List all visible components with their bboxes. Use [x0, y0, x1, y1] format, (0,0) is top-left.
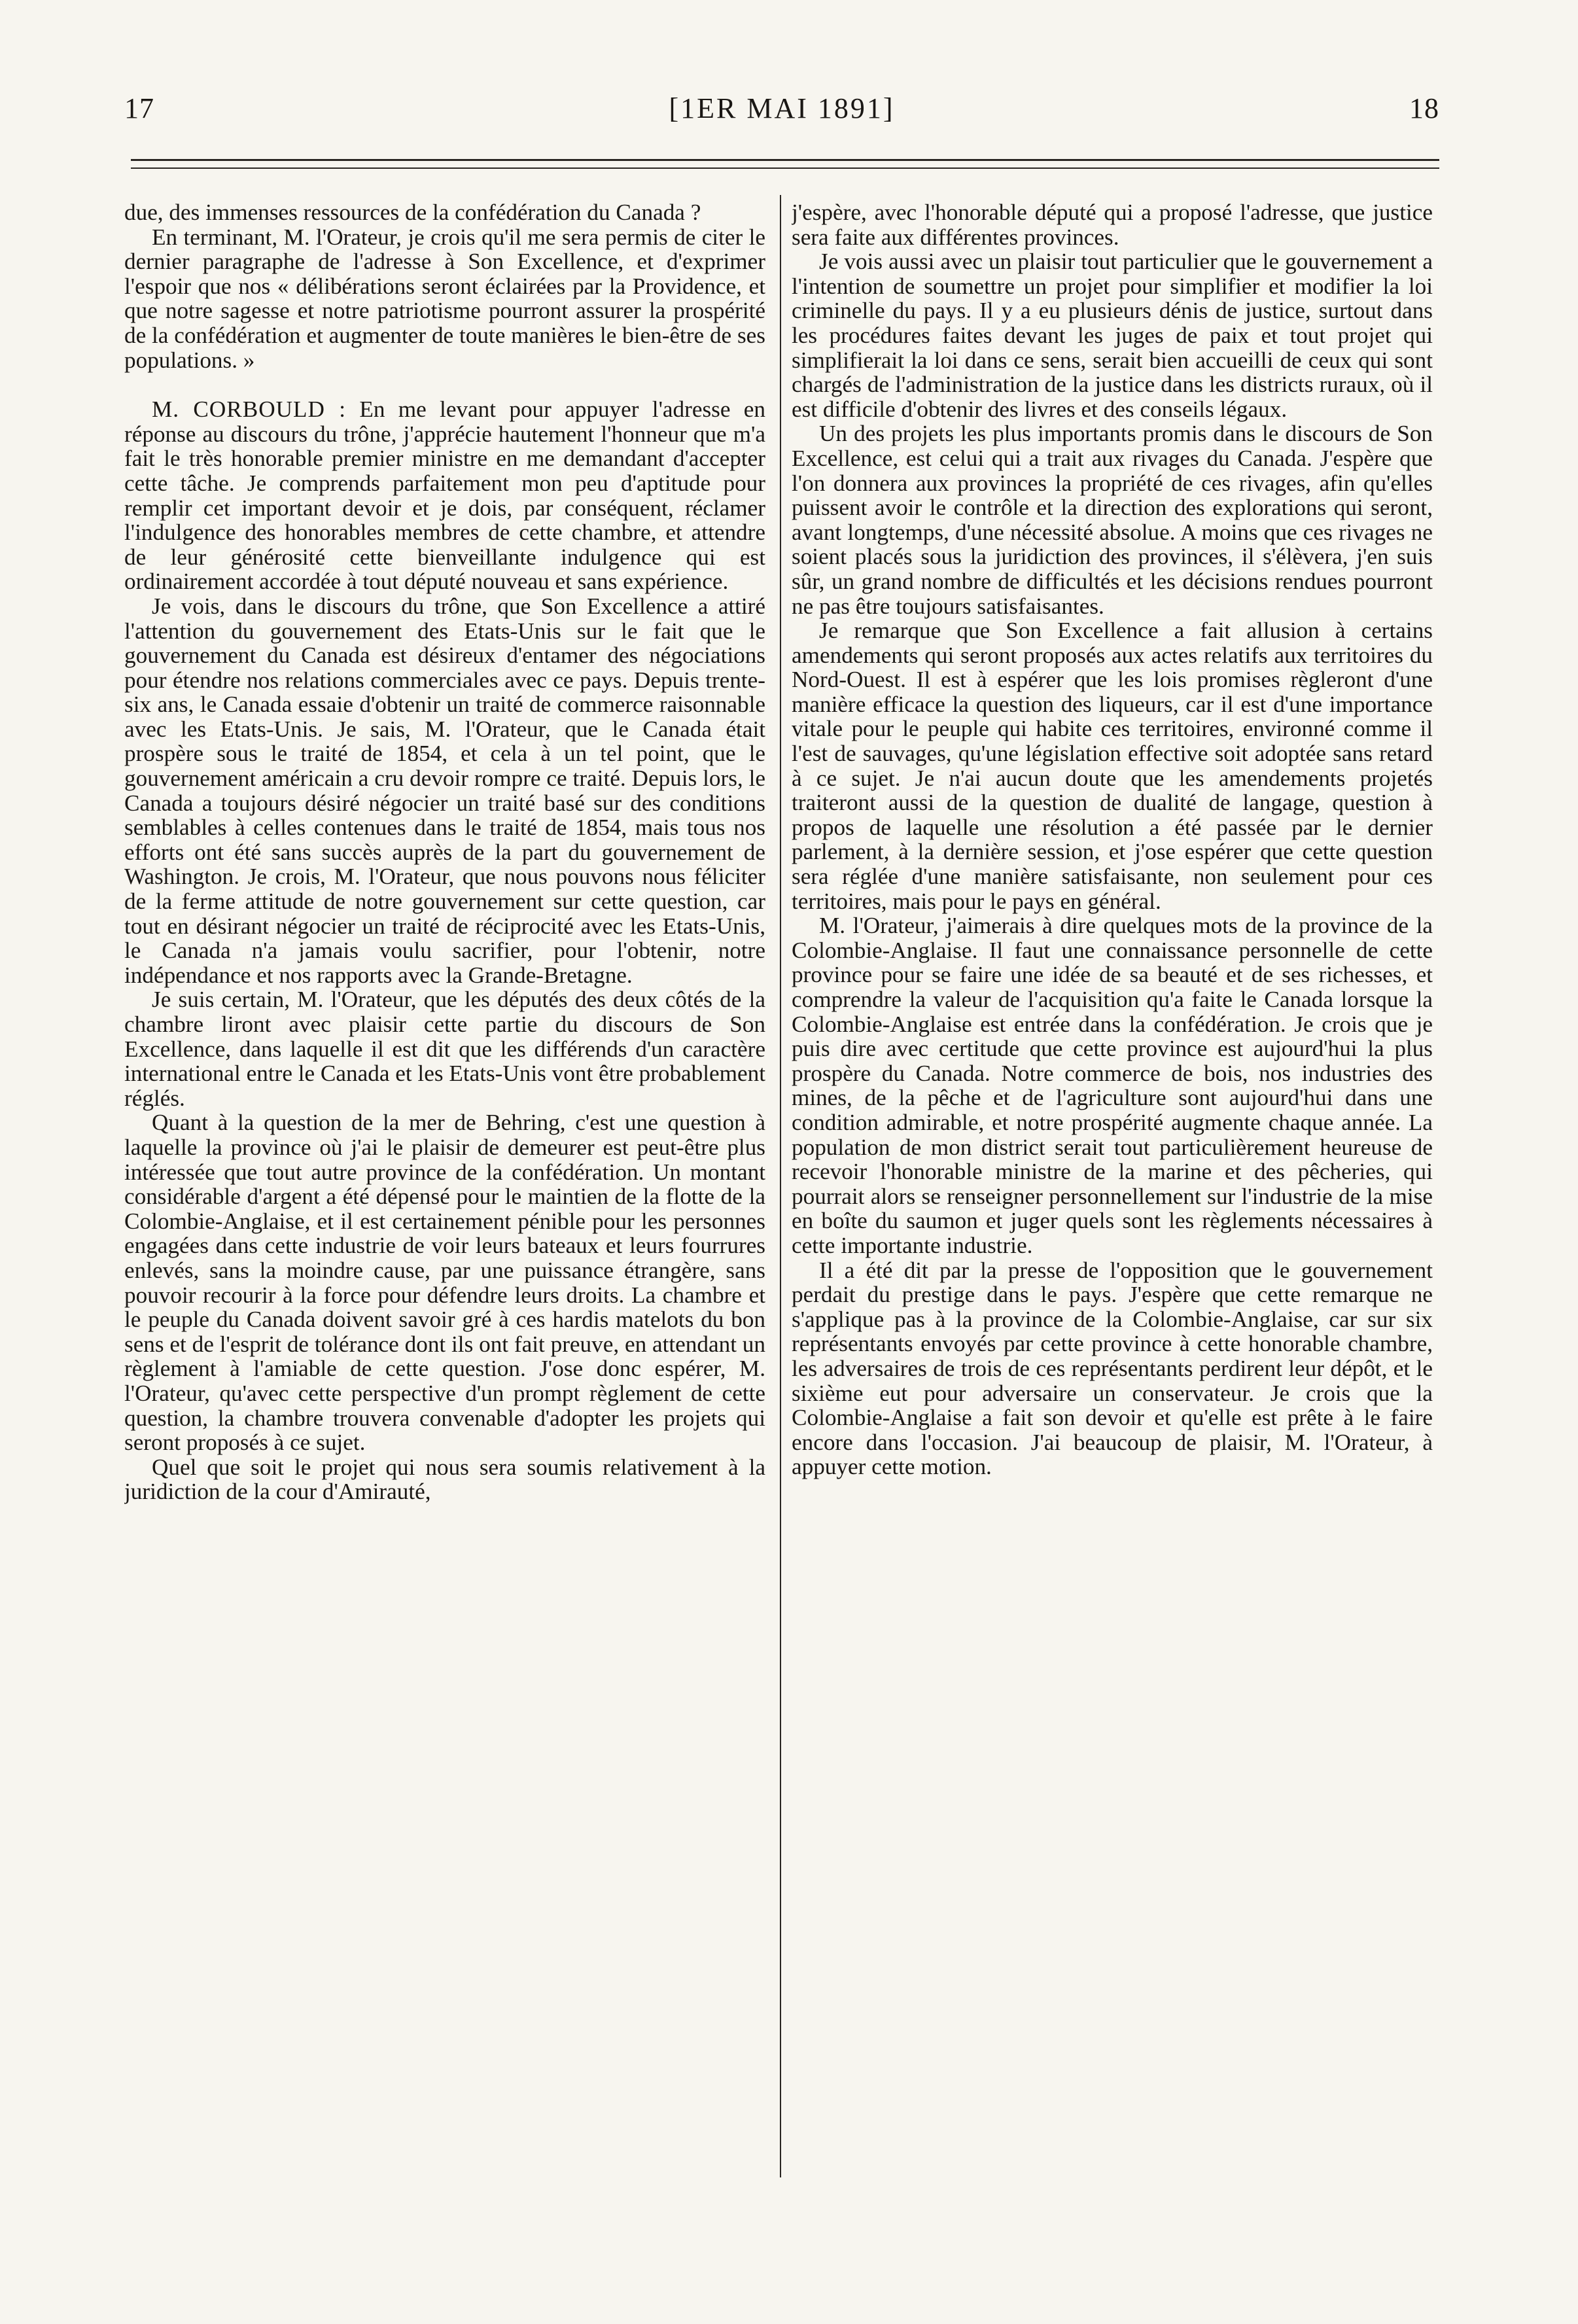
- paragraph: due, des immenses ressources de la confédération du Canada ?: [124, 200, 701, 225]
- session-date: [1ER MAI 1891]: [669, 92, 895, 124]
- paragraph: En terminant, M. l'Orateur, je crois qu'il me sera permis de citer le dernier paragraphe de l'adresse à Son Excellence, et d'exprimer l'espoir que nos « délibérations seront éclairées par la Providence, et que notre sagesse et notre patriotisme pourront assurer la prospérité de la confédération et augmenter de toute manières le bien-être de ses populations. »: [124, 224, 765, 373]
- column-divider: [780, 195, 781, 2177]
- paragraph: Je suis certain, M. l'Orateur, que les députés des deux côtés de la chambre liront avec plaisir cette partie du discours de Son Excellence, dans laquelle il est dit que les différends d'un caractère international entre le Canada et les Etats-Unis vont être probablement réglés.: [124, 987, 765, 1111]
- left-column: [124, 200, 765, 2189]
- paragraph: Je vois, dans le discours du trône, que Son Excellence a attiré l'attention du gouvernement des Etats-Unis sur le fait que le gouvernement du Canada est désireux d'entamer des négociations pour étendre nos relations commerciales avec ce pays. Depuis trente-six ans, le Canada essaie d'obtenir un traité de commerce raisonnable avec les Etats-Unis. Je sais, M. l'Orateur, que le Canada était prospère sous le traité de 1854, et cela à un tel point, que le gouvernement américain a cru devoir rompre ce traité. Depuis lors, le Canada a toujours désiré négocier un traité basé sur des conditions semblables à celles contenues dans le traité de 1854, mais tous nos efforts ont été sans succès auprès de la part du gouvernement de Washington. Je crois, M. l'Orateur, que nous pouvons nous féliciter de la ferme attitude de notre gouvernement sur cette question, car tout en désirant négocier un traité de réciprocité avec les Etats-Unis, le Canada n'a jamais voulu sacrifier, pour l'obtenir, notre indépendance et nos rapports avec la Grande-Bretagne.: [124, 593, 765, 988]
- paragraph-text: En me levant pour appuyer l'adresse en réponse au discours du trône, j'apprécie hautement l'honneur que m'a fait le très honorable premier ministre en me demandant d'accepter cette tâche. Je comprends parfaitement mon peu d'aptitude pour remplir cet important devoir et je dois, par conséquent, réclamer l'indulgence des honorables membres de cette chambre, et attendre de leur générosité cette bienveillante indulgence qui est ordinairement accordée à tout député nouveau et sans expérience.: [124, 396, 765, 595]
- page-number-right: 18: [1409, 92, 1439, 124]
- header-rule-top: [131, 159, 1439, 161]
- paragraph: Un des projets les plus importants promis dans le discours de Son Excellence, est celui qui a trait aux rivages du Canada. J'espère que l'on donnera aux provinces la propriété de ces rivages, afin qu'elles puissent avoir le contrôle et la direction des explorations qui seront, avant longtemps, d'une nécessité absolue. A moins que ces rivages ne soient placés sous la juridiction des provinces, il s'élèvera, j'en suis sûr, un grand nombre de difficultés et les décisions rendues pourront ne pas être toujours satisfaisantes.: [792, 421, 1433, 619]
- page-number-left: 17: [124, 92, 154, 124]
- speaker-name: M. CORBOULD :: [152, 396, 347, 423]
- header-rule-bottom: [131, 167, 1439, 169]
- paragraph: Je vois aussi avec un plaisir tout particulier que le gouvernement a l'intention de soumettre un projet pour simplifier et modifier la loi criminelle du pays. Il y a eu plusieurs dénis de justice, surtout dans les procédures faites devant les juges de paix et tout projet qui simplifierait la loi dans ce sens, serait bien accueilli de ceux qui sont chargés de l'administration de la justice dans les districts ruraux, où il est difficile d'obtenir des livres et des conseils légaux.: [792, 249, 1433, 422]
- page-header: [124, 84, 1439, 136]
- paragraph: Quel que soit le projet qui nous sera soumis relativement à la juridiction de la cour d'Amirauté,: [124, 1454, 765, 1505]
- right-column: [792, 200, 1433, 2189]
- paragraph: Quant à la question de la mer de Behring, c'est une question à laquelle la province où j'ai le plaisir de demeurer est peut-être plus intéressée que tout autre province de la confédération. Un montant considérable d'argent a été dépensé pour le maintien de la flotte de la Colombie-Anglaise, et il est certainement pénible pour les personnes engagées dans cette industrie de voir leurs bateaux et leurs fourrures enlevés, sans la moindre cause, par une puissance étrangère, sans pouvoir recourir à la force pour défendre leurs droits. La chambre et le peuple du Canada doivent savoir gré à ces hardis matelots du bon sens et de l'esprit de tolérance dont ils ont fait preuve, en attendant un règlement à l'amiable de cette question. J'ose donc espérer, M. l'Orateur, qu'avec cette perspective d'un prompt règlement de cette question, la chambre trouvera convenable d'adopter les projets qui seront proposés à ce sujet.: [124, 1110, 765, 1456]
- paragraph: Je remarque que Son Excellence a fait allusion à certains amendements qui seront proposés aux actes relatifs aux territoires du Nord-Ouest. Il est à espérer que les lois promises règleront d'une manière efficace la question des liqueurs, car il est d'une importance vitale pour le peuple qui habite ces territoires, environné comme il l'est de sauvages, qu'une législation effective soit adoptée sans retard à ce sujet. Je n'ai aucun doute que les amendements projetés traiteront aussi de la question de dualité de langage, question à propos de laquelle une résolution a été passée par le dernier parlement, à la dernière session, et j'ose espérer que cette question sera réglée d'une manière satisfaisante, non seulement pour ces territoires, mais pour le pays en général.: [792, 618, 1433, 914]
- paragraph: M. l'Orateur, j'aimerais à dire quelques mots de la province de la Colombie-Anglaise. Il faut une connaissance personnelle de cette province pour se faire une idée de sa beauté et de ses richesses, et comprendre la valeur de l'acquisition qu'a faite le Canada lorsque la Colombie-Anglaise est entrée dans la confédération. Je crois que je puis dire avec certitude que cette province est aujourd'hui la plus prospère du Canada. Notre commerce de bois, nos industries des mines, de la pêche et de l'agriculture sont aujourd'hui dans une condition admirable, et notre prospérité augmente chaque année. La population de mon district serait tout particulièrement heureuse de recevoir l'honorable ministre de la marine et des pêcheries, qui pourrait alors se renseigner personnellement sur l'industrie de la mise en boîte du saumon et juger quels sont les règlements nécessaires à cette importante industrie.: [792, 913, 1433, 1258]
- paragraph: Il a été dit par la presse de l'opposition que le gouvernement perdait du prestige dans le pays. J'espère que cette remarque ne s'applique pas à la province de la Colombie-Anglaise, car sur six représentants envoyés par cette province à cette honorable chambre, les adversaires de trois de ces représentants perdirent leur dépôt, et le sixième eut pour adversaire un conservateur. Je crois que la Colombie-Anglaise a fait son devoir et qu'elle est prête à le faire encore dans l'occasion. J'ai beaucoup de plaisir, M. l'Orateur, à appuyer cette motion.: [792, 1257, 1433, 1480]
- speech-paragraph: [124, 397, 765, 594]
- paragraph: j'espère, avec l'honorable député qui a proposé l'adresse, que justice sera faite aux différentes provinces.: [792, 200, 1433, 250]
